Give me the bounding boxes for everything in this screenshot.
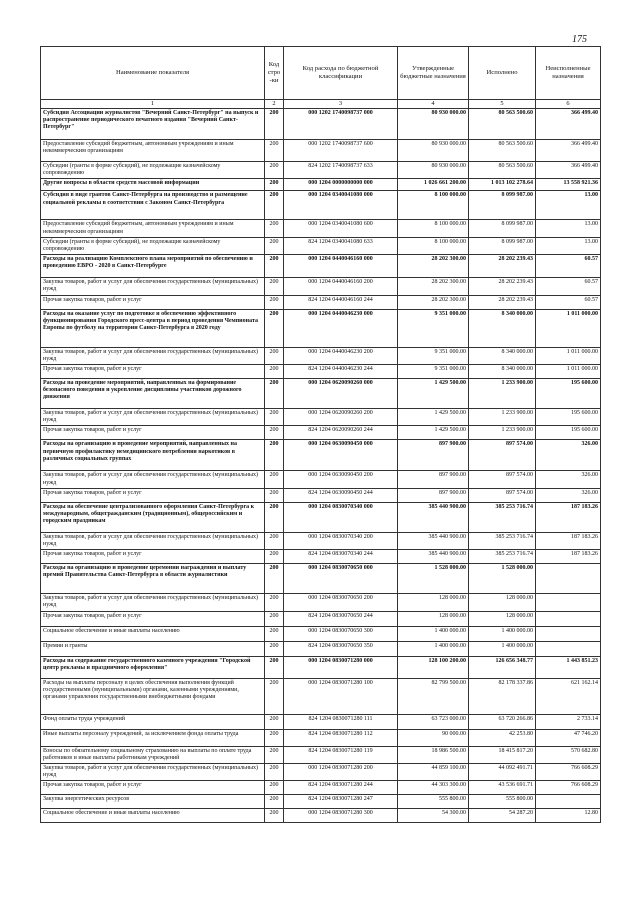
- budget-code-cell: 000 1204 0440046160 000: [284, 255, 398, 278]
- unexecuted-amount-cell: 326.00: [536, 471, 601, 488]
- table-row: [41, 365, 601, 379]
- indicator-name-cell: Социальное обеспечение и иные выплаты населению: [41, 626, 265, 641]
- unexecuted-amount-cell: 60.57: [536, 295, 601, 309]
- approved-amount-cell: 28 202 300.00: [398, 278, 469, 295]
- budget-code-cell: 824 1204 0440046230 244: [284, 365, 398, 379]
- indicator-name-cell: Другие вопросы в области средств массовой информации: [41, 179, 265, 191]
- budget-code-cell: 000 1204 0830070340 000: [284, 502, 398, 532]
- approved-amount-cell: 128 100 200.00: [398, 656, 469, 678]
- indicator-name-cell: Закупка энергетических ресурсов: [41, 795, 265, 809]
- executed-amount-cell: 43 536 691.71: [469, 781, 536, 795]
- approved-amount-cell: 44 859 100.00: [398, 764, 469, 781]
- indicator-name-cell: Субсидии (гранты в форме субсидий), не подлежащие казначейскому сопровождению: [41, 237, 265, 254]
- line-code-cell: 200: [265, 379, 284, 409]
- line-code-cell: 200: [265, 347, 284, 364]
- budget-code-cell: 824 1204 0830071280 119: [284, 746, 398, 763]
- approved-amount-cell: 897 900.00: [398, 471, 469, 488]
- executed-amount-cell: 1 400 000.00: [469, 641, 536, 656]
- executed-amount-cell: 128 000.00: [469, 594, 536, 611]
- line-code-cell: 200: [265, 162, 284, 179]
- approved-amount-cell: 1 026 661 200.00: [398, 179, 469, 191]
- executed-amount-cell: 897 574.00: [469, 471, 536, 488]
- approved-amount-cell: 80 930 000.00: [398, 140, 469, 162]
- approved-amount-cell: 555 800.00: [398, 795, 469, 809]
- budget-code-cell: 824 1204 0830071280 112: [284, 729, 398, 746]
- approved-amount-cell: 28 202 300.00: [398, 255, 469, 278]
- indicator-name-cell: Закупка товаров, работ и услуг для обеспечения государственных (муниципальных) нужд: [41, 409, 265, 426]
- executed-amount-cell: 385 253 716.74: [469, 532, 536, 549]
- unexecuted-amount-cell: 326.00: [536, 488, 601, 502]
- line-code-cell: 200: [265, 611, 284, 626]
- indicator-name-cell: Прочая закупка товаров, работ и услуг: [41, 611, 265, 626]
- approved-amount-cell: 385 440 900.00: [398, 532, 469, 549]
- header-approved: Утвержденные бюджетные назначения: [398, 47, 469, 100]
- unexecuted-amount-cell: 187 183.26: [536, 550, 601, 564]
- header-executed: Исполнено: [469, 47, 536, 100]
- indicator-name-cell: Субсидия Ассоциации журналистов "Вечерний Санкт-Петербург" на выпуск и распространение периодического печатного издания "Вечерний Санкт-Петербург": [41, 109, 265, 140]
- executed-amount-cell: 8 340 000.00: [469, 365, 536, 379]
- table-row: [41, 409, 601, 426]
- column-number: 6: [536, 100, 601, 109]
- line-code-cell: 200: [265, 191, 284, 220]
- table-row: [41, 746, 601, 763]
- table-row: [41, 809, 601, 823]
- indicator-name-cell: Предоставление субсидий бюджетным, автономным учреждениям и иным некоммерческим организациям: [41, 220, 265, 237]
- budget-code-cell: 824 1204 0830070650 244: [284, 611, 398, 626]
- indicator-name-cell: Взносы по обязательному социальному страхованию на выплаты по оплате труда работников и иные выплаты работникам учреждений: [41, 746, 265, 763]
- budget-code-cell: 824 1202 1740098737 633: [284, 162, 398, 179]
- indicator-name-cell: Закупка товаров, работ и услуг для обеспечения государственных (муниципальных) нужд: [41, 471, 265, 488]
- executed-amount-cell: 54 287.20: [469, 809, 536, 823]
- executed-amount-cell: 1 233 900.00: [469, 409, 536, 426]
- budget-code-cell: 824 1204 0620090260 244: [284, 426, 398, 440]
- indicator-name-cell: Социальное обеспечение и иные выплаты населению: [41, 809, 265, 823]
- column-number-row: [41, 100, 601, 109]
- budget-code-cell: 000 1204 0340041080 600: [284, 220, 398, 237]
- approved-amount-cell: 8 100 000.00: [398, 237, 469, 254]
- approved-amount-cell: 18 986 500.00: [398, 746, 469, 763]
- column-number: 2: [265, 100, 284, 109]
- line-code-cell: 200: [265, 220, 284, 237]
- unexecuted-amount-cell: 570 682.80: [536, 746, 601, 763]
- budget-code-cell: 000 1202 1740098737 000: [284, 109, 398, 140]
- executed-amount-cell: 8 099 987.00: [469, 191, 536, 220]
- table-row: [41, 550, 601, 564]
- budget-code-cell: 000 1204 0440046160 200: [284, 278, 398, 295]
- budget-code-cell: 000 1204 0830070340 200: [284, 532, 398, 549]
- budget-code-cell: 824 1204 0440046160 244: [284, 295, 398, 309]
- indicator-name-cell: Расходы на содержание государственного казенного учреждения "Городской центр рекламы и праздничного оформления": [41, 656, 265, 678]
- indicator-name-cell: Прочая закупка товаров, работ и услуг: [41, 488, 265, 502]
- table-row: [41, 309, 601, 347]
- budget-code-cell: 000 1204 0830071280 300: [284, 809, 398, 823]
- table-row: [41, 611, 601, 626]
- indicator-name-cell: Расходы на оказание услуг по подготовке и обеспечению эффективного функционирования Городского пресс-центра в период проведения Чемпионата Европы по футболу на территории Санкт-Петербурга в 2020 году: [41, 309, 265, 347]
- approved-amount-cell: 9 351 000.00: [398, 365, 469, 379]
- table-row: [41, 656, 601, 678]
- executed-amount-cell: 42 253.80: [469, 729, 536, 746]
- unexecuted-amount-cell: 13.00: [536, 191, 601, 220]
- executed-amount-cell: 8 340 000.00: [469, 309, 536, 347]
- line-code-cell: 200: [265, 678, 284, 714]
- table-row: [41, 594, 601, 611]
- table-row: [41, 471, 601, 488]
- executed-amount-cell: 128 000.00: [469, 611, 536, 626]
- approved-amount-cell: 80 930 000.00: [398, 109, 469, 140]
- indicator-name-cell: Расходы на выплаты персоналу в целях обеспечения выполнения функций государственными (муниципальными) органами, казенными учреждениями, органами управления государственными внебюджетными фондами: [41, 678, 265, 714]
- indicator-name-cell: Расходы на организацию и проведение мероприятий, направленных на первичную профилактику немедицинского потребления наркотиков в различных социальных группах: [41, 440, 265, 471]
- executed-amount-cell: 8 099 987.00: [469, 220, 536, 237]
- budget-code-cell: 824 1204 0830071280 244: [284, 781, 398, 795]
- unexecuted-amount-cell: 1 443 851.23: [536, 656, 601, 678]
- indicator-name-cell: Расходы на проведение мероприятий, направленных на формирование безопасного поведения и укрепление дисциплины участников дорожного движения: [41, 379, 265, 409]
- budget-code-cell: 824 1204 0830070340 244: [284, 550, 398, 564]
- indicator-name-cell: Прочая закупка товаров, работ и услуг: [41, 365, 265, 379]
- indicator-name-cell: Субсидия в виде грантов Санкт-Петербурга на производство и размещение социальной рекламы в соответствии с Законом Санкт-Петербурга: [41, 191, 265, 220]
- line-code-cell: 200: [265, 295, 284, 309]
- line-code-cell: 200: [265, 278, 284, 295]
- unexecuted-amount-cell: 60.57: [536, 278, 601, 295]
- unexecuted-amount-cell: 13.00: [536, 237, 601, 254]
- table-row: [41, 255, 601, 278]
- header-line-code: Код стро-ки: [265, 47, 284, 100]
- approved-amount-cell: 90 000.00: [398, 729, 469, 746]
- approved-amount-cell: 897 900.00: [398, 440, 469, 471]
- table-row: [41, 191, 601, 220]
- header-budget-code: Код расхода по бюджетной классификации: [284, 47, 398, 100]
- line-code-cell: 200: [265, 409, 284, 426]
- budget-code-cell: 824 1204 0340041080 633: [284, 237, 398, 254]
- executed-amount-cell: 28 202 239.43: [469, 295, 536, 309]
- unexecuted-amount-cell: 766 608.29: [536, 764, 601, 781]
- indicator-name-cell: Прочая закупка товаров, работ и услуг: [41, 781, 265, 795]
- header-unexecuted: Неисполненные назначения: [536, 47, 601, 100]
- table-row: [41, 641, 601, 656]
- approved-amount-cell: 54 300.00: [398, 809, 469, 823]
- table-row: [41, 347, 601, 364]
- unexecuted-amount-cell: 60.57: [536, 255, 601, 278]
- table-row: [41, 502, 601, 532]
- unexecuted-amount-cell: 187 183.26: [536, 532, 601, 549]
- indicator-name-cell: Фонд оплаты труда учреждений: [41, 714, 265, 729]
- table-row: [41, 379, 601, 409]
- unexecuted-amount-cell: 766 608.29: [536, 781, 601, 795]
- budget-code-cell: 824 1204 0630090450 244: [284, 488, 398, 502]
- table-row: [41, 795, 601, 809]
- budget-code-cell: 000 1204 0630090450 200: [284, 471, 398, 488]
- approved-amount-cell: 1 400 000.00: [398, 626, 469, 641]
- unexecuted-amount-cell: 326.00: [536, 440, 601, 471]
- line-code-cell: 200: [265, 440, 284, 471]
- approved-amount-cell: 897 900.00: [398, 488, 469, 502]
- table-row: [41, 488, 601, 502]
- line-code-cell: 200: [265, 488, 284, 502]
- unexecuted-amount-cell: [536, 641, 601, 656]
- executed-amount-cell: 385 253 716.74: [469, 550, 536, 564]
- table-row: [41, 426, 601, 440]
- budget-code-cell: 000 1204 0830070650 000: [284, 564, 398, 594]
- budget-code-cell: 824 1204 0830071280 111: [284, 714, 398, 729]
- table-row: [41, 295, 601, 309]
- table-row: [41, 179, 601, 191]
- table-row: [41, 140, 601, 162]
- unexecuted-amount-cell: 366 499.40: [536, 162, 601, 179]
- executed-amount-cell: 897 574.00: [469, 440, 536, 471]
- line-code-cell: 200: [265, 140, 284, 162]
- unexecuted-amount-cell: 366 499.40: [536, 109, 601, 140]
- executed-amount-cell: 1 013 102 278.64: [469, 179, 536, 191]
- unexecuted-amount-cell: 366 499.40: [536, 140, 601, 162]
- indicator-name-cell: Расходы на реализацию Комплексного плана мероприятий по обеспечению и проведению ЕВРО - 2020 в Санкт-Петербурге: [41, 255, 265, 278]
- executed-amount-cell: 1 233 900.00: [469, 379, 536, 409]
- executed-amount-cell: 63 720 266.86: [469, 714, 536, 729]
- executed-amount-cell: 385 253 716.74: [469, 502, 536, 532]
- executed-amount-cell: 8 340 000.00: [469, 347, 536, 364]
- budget-code-cell: 000 1204 0830070650 200: [284, 594, 398, 611]
- approved-amount-cell: 1 429 500.00: [398, 426, 469, 440]
- approved-amount-cell: 28 202 300.00: [398, 295, 469, 309]
- table-row: [41, 532, 601, 549]
- unexecuted-amount-cell: [536, 594, 601, 611]
- unexecuted-amount-cell: [536, 564, 601, 594]
- indicator-name-cell: Прочая закупка товаров, работ и услуг: [41, 550, 265, 564]
- table-row: [41, 220, 601, 237]
- unexecuted-amount-cell: 621 162.14: [536, 678, 601, 714]
- indicator-name-cell: Субсидии (гранты в форме субсидий), не подлежащие казначейскому сопровождению: [41, 162, 265, 179]
- table-row: [41, 781, 601, 795]
- executed-amount-cell: 82 178 337.86: [469, 678, 536, 714]
- table-row: [41, 714, 601, 729]
- table-row: [41, 109, 601, 140]
- approved-amount-cell: 80 930 000.00: [398, 162, 469, 179]
- unexecuted-amount-cell: [536, 795, 601, 809]
- unexecuted-amount-cell: 187 183.26: [536, 502, 601, 532]
- approved-amount-cell: 385 440 900.00: [398, 550, 469, 564]
- column-number: 3: [284, 100, 398, 109]
- line-code-cell: 200: [265, 309, 284, 347]
- line-code-cell: 200: [265, 781, 284, 795]
- approved-amount-cell: 44 303 300.00: [398, 781, 469, 795]
- line-code-cell: 200: [265, 641, 284, 656]
- indicator-name-cell: Закупка товаров, работ и услуг для обеспечения государственных (муниципальных) нужд: [41, 347, 265, 364]
- line-code-cell: 200: [265, 237, 284, 254]
- column-number: 4: [398, 100, 469, 109]
- approved-amount-cell: 1 400 000.00: [398, 641, 469, 656]
- unexecuted-amount-cell: 2 733.14: [536, 714, 601, 729]
- budget-code-cell: 000 1204 0440046230 200: [284, 347, 398, 364]
- header-indicator-name: Наименование показателя: [41, 47, 265, 100]
- line-code-cell: 200: [265, 426, 284, 440]
- line-code-cell: 200: [265, 714, 284, 729]
- budget-code-cell: 000 1204 0440046230 000: [284, 309, 398, 347]
- unexecuted-amount-cell: [536, 626, 601, 641]
- approved-amount-cell: 9 351 000.00: [398, 347, 469, 364]
- line-code-cell: 200: [265, 764, 284, 781]
- line-code-cell: 200: [265, 626, 284, 641]
- unexecuted-amount-cell: 195 600.00: [536, 409, 601, 426]
- unexecuted-amount-cell: 13 558 921.36: [536, 179, 601, 191]
- budget-code-cell: 000 1204 0830071280 000: [284, 656, 398, 678]
- budget-code-cell: 000 1204 0830071280 200: [284, 764, 398, 781]
- unexecuted-amount-cell: [536, 611, 601, 626]
- unexecuted-amount-cell: 1 011 000.00: [536, 309, 601, 347]
- line-code-cell: 200: [265, 564, 284, 594]
- executed-amount-cell: 8 099 987.00: [469, 237, 536, 254]
- line-code-cell: 200: [265, 746, 284, 763]
- approved-amount-cell: 9 351 000.00: [398, 309, 469, 347]
- budget-code-cell: 000 1204 0620090260 000: [284, 379, 398, 409]
- unexecuted-amount-cell: 12.80: [536, 809, 601, 823]
- approved-amount-cell: 385 440 900.00: [398, 502, 469, 532]
- unexecuted-amount-cell: 1 011 000.00: [536, 347, 601, 364]
- indicator-name-cell: Закупка товаров, работ и услуг для обеспечения государственных (муниципальных) нужд: [41, 594, 265, 611]
- line-code-cell: 200: [265, 809, 284, 823]
- budget-code-cell: 000 1204 0630090450 000: [284, 440, 398, 471]
- line-code-cell: 200: [265, 109, 284, 140]
- table-header-row: [41, 47, 601, 100]
- budget-code-cell: 000 1204 0000000000 000: [284, 179, 398, 191]
- approved-amount-cell: 128 000.00: [398, 594, 469, 611]
- unexecuted-amount-cell: 1 011 000.00: [536, 365, 601, 379]
- budget-code-cell: 824 1204 0830070650 350: [284, 641, 398, 656]
- line-code-cell: 200: [265, 179, 284, 191]
- approved-amount-cell: 1 429 500.00: [398, 409, 469, 426]
- line-code-cell: 200: [265, 550, 284, 564]
- approved-amount-cell: 8 100 000.00: [398, 191, 469, 220]
- indicator-name-cell: Предоставление субсидий бюджетным, автономным учреждениям и иным некоммерческим организациям: [41, 140, 265, 162]
- executed-amount-cell: 555 800.00: [469, 795, 536, 809]
- table-row: [41, 237, 601, 254]
- executed-amount-cell: 80 563 500.60: [469, 109, 536, 140]
- unexecuted-amount-cell: 13.00: [536, 220, 601, 237]
- executed-amount-cell: 44 092 491.71: [469, 764, 536, 781]
- table-row: [41, 678, 601, 714]
- table-row: [41, 564, 601, 594]
- table-body: [41, 109, 601, 823]
- approved-amount-cell: 82 799 500.00: [398, 678, 469, 714]
- column-number: 5: [469, 100, 536, 109]
- budget-code-cell: 000 1204 0620090260 200: [284, 409, 398, 426]
- indicator-name-cell: Премии и гранты: [41, 641, 265, 656]
- table-row: [41, 278, 601, 295]
- line-code-cell: 200: [265, 656, 284, 678]
- indicator-name-cell: Расходы на обеспечение централизованного оформления Санкт-Петербурга к международным, общегражданским (традиционным), общероссийским и городским праздникам: [41, 502, 265, 532]
- approved-amount-cell: 128 000.00: [398, 611, 469, 626]
- line-code-cell: 200: [265, 255, 284, 278]
- unexecuted-amount-cell: 47 746.20: [536, 729, 601, 746]
- budget-code-cell: 000 1204 0340041080 000: [284, 191, 398, 220]
- line-code-cell: 200: [265, 532, 284, 549]
- unexecuted-amount-cell: 195 600.00: [536, 379, 601, 409]
- table-row: [41, 162, 601, 179]
- executed-amount-cell: 1 528 000.00: [469, 564, 536, 594]
- executed-amount-cell: 28 202 239.43: [469, 278, 536, 295]
- indicator-name-cell: Прочая закупка товаров, работ и услуг: [41, 426, 265, 440]
- column-number: 1: [41, 100, 265, 109]
- indicator-name-cell: Закупка товаров, работ и услуг для обеспечения государственных (муниципальных) нужд: [41, 278, 265, 295]
- budget-code-cell: 000 1204 0830070650 300: [284, 626, 398, 641]
- table-row: [41, 764, 601, 781]
- indicator-name-cell: Закупка товаров, работ и услуг для обеспечения государственных (муниципальных) нужд: [41, 764, 265, 781]
- executed-amount-cell: 80 563 500.60: [469, 162, 536, 179]
- budget-code-cell: 000 1204 0830071280 100: [284, 678, 398, 714]
- approved-amount-cell: 63 723 000.00: [398, 714, 469, 729]
- budget-code-cell: 824 1204 0830071280 247: [284, 795, 398, 809]
- line-code-cell: 200: [265, 365, 284, 379]
- executed-amount-cell: 28 202 239.43: [469, 255, 536, 278]
- approved-amount-cell: 8 100 000.00: [398, 220, 469, 237]
- indicator-name-cell: Расходы на организацию и проведение церемонии награждения и выплату премий Правительства Санкт-Петербурга в области журналистики: [41, 564, 265, 594]
- budget-code-cell: 000 1202 1740098737 600: [284, 140, 398, 162]
- table-row: [41, 729, 601, 746]
- line-code-cell: 200: [265, 471, 284, 488]
- indicator-name-cell: Иные выплаты персоналу учреждений, за исключением фонда оплаты труда: [41, 729, 265, 746]
- indicator-name-cell: Прочая закупка товаров, работ и услуг: [41, 295, 265, 309]
- indicator-name-cell: Закупка товаров, работ и услуг для обеспечения государственных (муниципальных) нужд: [41, 532, 265, 549]
- approved-amount-cell: 1 429 500.00: [398, 379, 469, 409]
- executed-amount-cell: 1 233 900.00: [469, 426, 536, 440]
- line-code-cell: 200: [265, 795, 284, 809]
- executed-amount-cell: 126 656 348.77: [469, 656, 536, 678]
- unexecuted-amount-cell: 195 600.00: [536, 426, 601, 440]
- table-row: [41, 440, 601, 471]
- executed-amount-cell: 80 563 500.60: [469, 140, 536, 162]
- executed-amount-cell: 18 415 817.20: [469, 746, 536, 763]
- executed-amount-cell: 1 400 000.00: [469, 626, 536, 641]
- line-code-cell: 200: [265, 729, 284, 746]
- table-row: [41, 626, 601, 641]
- executed-amount-cell: 897 574.00: [469, 488, 536, 502]
- budget-execution-table: [40, 46, 601, 823]
- line-code-cell: 200: [265, 502, 284, 532]
- page-number: 175: [572, 34, 587, 45]
- approved-amount-cell: 1 528 000.00: [398, 564, 469, 594]
- line-code-cell: 200: [265, 594, 284, 611]
